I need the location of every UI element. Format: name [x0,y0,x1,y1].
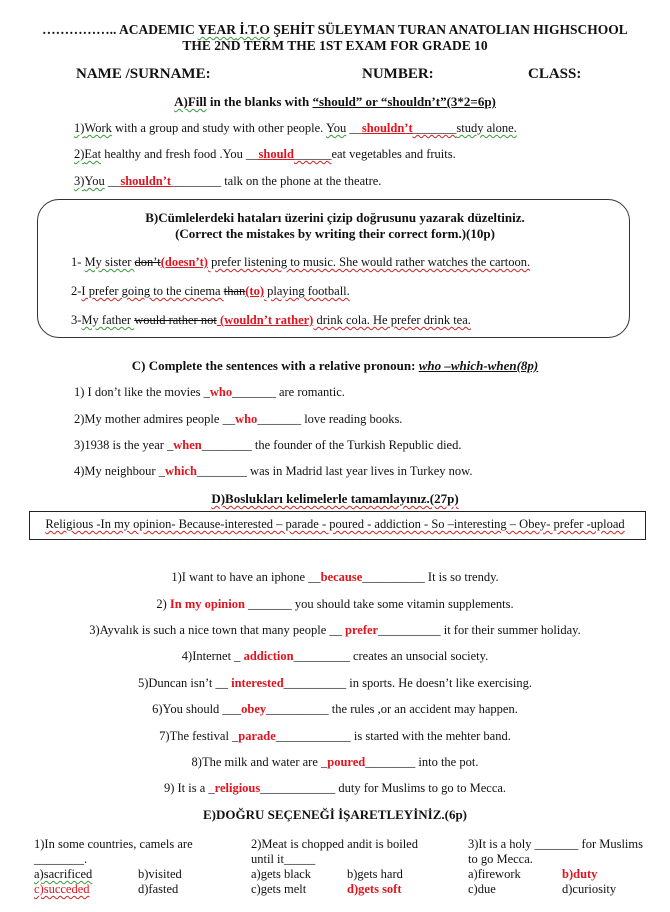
answer-text: parade [238,729,276,743]
blank-post: ________ [201,438,252,452]
item-number: 3) [74,174,85,188]
section-c-item-1 [74,385,345,400]
exam-title: THE 2ND TERM THE 1ST EXAM FOR GRADE 10 [182,38,488,53]
item-text-before: 7)The festival _ [159,729,239,743]
item-text-before: 3)Ayvalık is such a nice town that many people __ [89,623,345,637]
section-a-title-underlined: “should” or “shouldn’t”(3*2=6p) [312,94,496,109]
question-text: 1)In some countries, camels are [34,837,193,851]
section-a-letter: A) [174,94,188,109]
answer-text: addiction [243,649,294,663]
section-d-item-5 [0,676,670,691]
blank-post: _______ [244,597,292,611]
word-bank-text: Religious -In my opinion- Because-interested – parade - poured - addiction - So –interesting – Obey- prefer -upload [45,517,625,531]
item-you: You [325,121,347,135]
blank-pre: __ [346,121,362,135]
blank-post: __________ [266,702,329,716]
item-text-before: 1) I don’t like the movies _ [74,385,210,399]
item-text-before: My father [81,313,135,327]
section-a-item-3 [74,174,381,189]
struck-word: would rather not [134,313,217,327]
question-text-cont: ________. [34,852,88,866]
section-b-item-3 [71,313,471,328]
answer-text: In my opinion [169,597,245,611]
item-text-before: 4)My neighbour _ [74,464,165,478]
item-text-after: It is so trendy. [424,570,499,584]
section-d-item-9 [0,781,670,796]
header-year: YEAR [197,22,236,37]
blank-post: ________ [171,174,222,188]
section-c-item-2 [74,412,402,427]
class-label: CLASS: [528,66,582,82]
item-text-before: 1)I want to have an iphone __ [171,570,321,584]
option-a[interactable]: a)sacrificed [34,867,93,881]
item-number: 2) [74,147,85,161]
item-text-before: I prefer going to the cinema [81,284,224,298]
question-e-2 [251,837,461,897]
answer-text: obey [241,702,267,716]
item-text-after: talk on the phone at the theatre. [221,174,382,188]
header-academic: ACADEMIC [116,22,198,37]
section-a-item-2 [74,147,456,162]
question-text: 2)Meat is chopped andit is boiled [251,837,418,851]
item-text-after: duty for Muslims to go to Mecca. [335,781,507,795]
section-d-item-1 [0,570,670,585]
struck-word: than [223,284,246,298]
answer-text: religious [214,781,261,795]
item-text-after: prefer listening to music. She would rather watches the cartoon. [207,255,531,269]
answer-text: prefer [345,623,379,637]
section-b-item-2 [71,284,350,299]
blank-post: _______ [257,412,302,426]
answer-text: because [320,570,363,584]
word-bank [0,517,670,532]
answer-text: shouldn’t [361,121,413,135]
item-first-word: You [84,174,105,188]
item-text-after: playing football. [264,284,350,298]
section-d-item-8 [0,755,670,770]
option-b[interactable]: b)gets hard [347,867,403,881]
item-text-after: drink cola. He prefer drink tea. [313,313,471,327]
section-e-title-text: E)DOĞRU SEÇENEĞİ İŞARETLEYİNİZ.(6p) [202,807,468,822]
section-d-item-6 [0,702,670,717]
answer-text: which [164,464,197,478]
option-a[interactable]: a)gets black [251,867,312,881]
question-e-3 [468,837,668,897]
item-text-before: 9) It is a _ [163,781,215,795]
section-b-title-en: (Correct the mistakes by writing their correct form.)(10p) [175,226,495,241]
item-text-after: the rules ,or an accident may happen. [328,702,518,716]
item-text-before: My sister [84,255,135,269]
section-c-item-4 [74,464,472,479]
blank-post: _______ [412,121,457,135]
item-text-after: creates an unsocial society. [349,649,489,663]
item-text-after: you should take some vitamin supplements. [291,597,514,611]
item-text-after: study alone. [456,121,517,135]
blank-post: _________ [293,649,350,663]
section-c-options: who –which-when(8p) [418,358,539,373]
section-c-item-3 [74,438,461,453]
question-text-cont: to go Mecca. [468,852,533,866]
option-b[interactable]: b)visited [138,867,182,881]
answer-text: shouldn’t [120,174,172,188]
item-text-after: was in Madrid last year lives in Turkey now. [246,464,473,478]
header-ito: İ.T.O [235,22,270,37]
question-text: 3)It is a holy _______ for Muslims [468,837,643,851]
blank-post: ____________ [260,781,336,795]
item-text-after: into the pot. [415,755,479,769]
correction-text: (doesn’t) [160,255,208,269]
blank-post: __________ [362,570,425,584]
blank-post: ________ [365,755,416,769]
item-text-after: is started with the mehter band. [350,729,511,743]
item-text-after: it for their summer holiday. [440,623,581,637]
struck-word: don’t [134,255,161,269]
option-c[interactable]: c)gets melt [251,882,307,896]
section-b-item-1 [71,255,530,270]
section-d-item-2 [0,597,670,612]
section-d-title-text: D)Boslukları kelimelerle tamamlayınız.(27p) [211,491,459,506]
number-label: NUMBER: [362,66,434,82]
answer-text: should [258,147,294,161]
blank-post: ______ [293,147,332,161]
option-c[interactable]: c)due [468,882,496,896]
section-d-item-4 [0,649,670,664]
item-first-word: Work [84,121,112,135]
item-number: 2- [71,284,82,298]
name-surname-label: NAME /SURNAME: [76,66,211,82]
blank-post: ____________ [275,729,351,743]
answer-text: who [209,385,233,399]
answer-text: when [173,438,202,452]
item-text-before: with a group and study with other people. [111,121,326,135]
section-a-title [0,94,670,110]
section-b-title-tr: B)Cümlelerdeki hataları üzerini çizip doğrusunu yazarak düzeltiniz. [145,210,525,225]
item-text-before: healthy and fresh food .You __ [101,147,259,161]
school-header-line1 [0,22,670,38]
question-e-1 [34,837,244,897]
item-number: 1- [71,255,85,269]
answer-text: who [235,412,258,426]
item-text-after: love reading books. [301,412,403,426]
blank-post: __________ [378,623,441,637]
item-number: 1) [74,121,85,135]
correction-text: (to) [245,284,265,298]
item-text-before: 2)My mother admires people __ [74,412,236,426]
item-text-before: 8)The milk and water are _ [191,755,328,769]
answer-text: poured [327,755,366,769]
blank-post: _______ [232,385,276,399]
correction-text: (wouldn’t rather) [216,313,314,327]
item-text-before: 2) [156,597,170,611]
header-dots: …………….. [42,22,117,37]
answer-text: interested [231,676,284,690]
item-text-before: 4)Internet _ [181,649,244,663]
blank-post: ________ [196,464,247,478]
item-text-before: 6)You should ___ [152,702,242,716]
item-text-before: 3)1938 is the year _ [74,438,174,452]
option-d[interactable]: d)fasted [138,882,179,896]
section-e-title [0,807,670,823]
item-text-before: 5)Duncan isn’t __ [137,676,232,690]
item-text-after: eat vegetables and fruits. [331,147,456,161]
item-text-after: are romantic. [275,385,345,399]
question-text-cont: until it_____ [251,852,316,866]
section-d-item-7 [0,729,670,744]
section-d-item-3 [0,623,670,638]
section-c-title [0,358,670,374]
blank-post: __________ [283,676,347,690]
item-text-after: in sports. He doesn’t like exercising. [346,676,533,690]
option-c-correct[interactable]: c)succeded [34,882,90,896]
option-d[interactable]: d)curiosity [562,882,617,896]
section-a-title-mid: in the blanks with [206,94,313,109]
option-d-correct[interactable]: d)gets soft [347,882,402,896]
item-first-word: Eat [84,147,102,161]
section-d-title [0,491,670,507]
section-a-item-1 [74,121,517,136]
item-number: 3- [71,313,82,327]
item-text-before: __ [104,174,121,188]
option-b-correct[interactable]: b)duty [562,867,598,881]
section-a-fill-word: Fill [187,94,207,109]
header-school-name: ŞEHİT SÜLEYMAN TURAN ANATOLIAN HIGHSCHOOL [269,22,628,37]
section-c-title-text: C) Complete the sentences with a relative pronoun: [131,358,419,373]
option-a[interactable]: a)firework [468,867,521,881]
item-text-after: the founder of the Turkish Republic died. [251,438,462,452]
